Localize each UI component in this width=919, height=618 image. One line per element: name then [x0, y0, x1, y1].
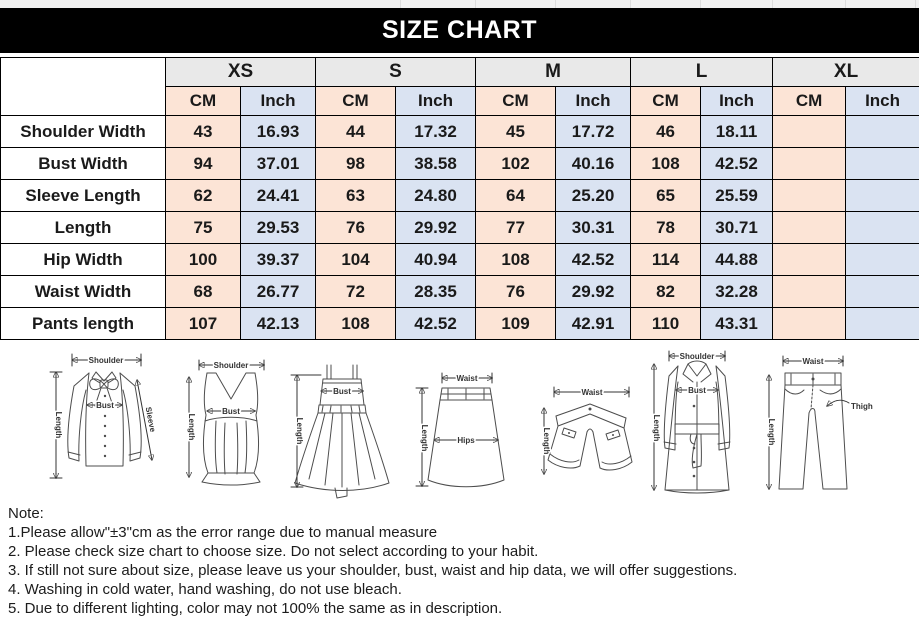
- measure-label: Shoulder: [213, 361, 248, 370]
- blouse-figure: [42, 348, 167, 488]
- measure-label: Length: [295, 418, 304, 445]
- size-value-cell: 114: [631, 244, 701, 276]
- table-row-bust-width: [1, 148, 919, 180]
- row-label: Bust Width: [1, 148, 166, 180]
- gridline: [475, 0, 476, 8]
- measure-label: Shoulder: [680, 352, 715, 361]
- size-value-cell: [773, 244, 846, 276]
- gridline: [555, 0, 556, 8]
- size-value-cell: 77: [476, 212, 556, 244]
- notes-section: [0, 500, 919, 618]
- size-value-cell: 102: [476, 148, 556, 180]
- size-value-cell: 108: [476, 244, 556, 276]
- size-value-cell: [773, 212, 846, 244]
- garment-outline: [295, 365, 389, 498]
- size-value-cell: 25.20: [556, 180, 631, 212]
- measure-label: Bust: [222, 407, 240, 416]
- size-value-cell: 108: [316, 308, 396, 340]
- size-value-cell: 42.52: [701, 148, 773, 180]
- size-value-cell: 40.16: [556, 148, 631, 180]
- size-chart-table: [0, 57, 919, 340]
- unit-header-inch: Inch: [556, 87, 631, 116]
- coat-illustration: [645, 348, 745, 498]
- size-value-cell: 42.52: [556, 244, 631, 276]
- size-col-header-xl: XL: [773, 58, 919, 87]
- measure-label: Length: [542, 428, 551, 455]
- size-value-cell: 16.93: [241, 116, 316, 148]
- size-value-cell: 62: [166, 180, 241, 212]
- shorts-illustration: [534, 382, 634, 497]
- unit-header-cm: CM: [316, 87, 396, 116]
- note-item: 4. Washing in cold water, hand washing, do not use bleach.: [8, 580, 911, 599]
- unit-header-inch: Inch: [846, 87, 919, 116]
- table-row-shoulder-width: [1, 116, 919, 148]
- unit-header-inch: Inch: [241, 87, 316, 116]
- note-item: 5. Due to different lighting, color may not 100% the same as in description.: [8, 599, 911, 618]
- size-col-header-l: L: [631, 58, 773, 87]
- measure-label: Length: [652, 415, 661, 442]
- garment-outline: [664, 361, 730, 493]
- table-row-hip-width: [1, 244, 919, 276]
- size-value-cell: 18.11: [701, 116, 773, 148]
- size-value-cell: [846, 180, 919, 212]
- size-value-cell: 72: [316, 276, 396, 308]
- table-row-length: [1, 212, 919, 244]
- blouse-illustration: [42, 348, 167, 488]
- spreadsheet-grid-strip: [0, 0, 919, 8]
- measure-label: Waist: [802, 357, 823, 366]
- vest-illustration: [179, 355, 274, 490]
- unit-header-cm: CM: [631, 87, 701, 116]
- size-value-cell: [773, 308, 846, 340]
- size-value-cell: 17.72: [556, 116, 631, 148]
- size-value-cell: 82: [631, 276, 701, 308]
- size-value-cell: [846, 308, 919, 340]
- size-value-cell: 25.59: [701, 180, 773, 212]
- gridline: [845, 0, 846, 8]
- measure-label: Sleeve: [144, 406, 158, 433]
- unit-header-inch: Inch: [701, 87, 773, 116]
- size-value-cell: [773, 180, 846, 212]
- size-value-cell: 39.37: [241, 244, 316, 276]
- measure-label: Hips: [457, 436, 475, 445]
- size-value-cell: [773, 148, 846, 180]
- size-col-header-xs: XS: [166, 58, 316, 87]
- size-header-row: [1, 58, 919, 87]
- size-value-cell: 65: [631, 180, 701, 212]
- size-col-header-m: M: [476, 58, 631, 87]
- title-banner: [0, 8, 919, 53]
- size-value-cell: 75: [166, 212, 241, 244]
- size-value-cell: 26.77: [241, 276, 316, 308]
- row-label: Hip Width: [1, 244, 166, 276]
- size-value-cell: 42.91: [556, 308, 631, 340]
- row-label: Pants length: [1, 308, 166, 340]
- measure-diagrams: [0, 348, 919, 500]
- table-row-pants-length: [1, 308, 919, 340]
- size-value-cell: 63: [316, 180, 396, 212]
- measure-label: Thigh: [851, 402, 873, 411]
- size-value-cell: [846, 244, 919, 276]
- row-label: Sleeve Length: [1, 180, 166, 212]
- size-value-cell: 44: [316, 116, 396, 148]
- size-value-cell: 29.92: [556, 276, 631, 308]
- garment-outline: [548, 404, 632, 470]
- note-item: 3. If still not sure about size, please leave us your shoulder, bust, waist and hip data, we will offer suggestions.: [8, 561, 911, 580]
- skirt-illustration: [412, 368, 522, 498]
- size-col-header-s: S: [316, 58, 476, 87]
- measure-label: Length: [54, 412, 63, 439]
- size-value-cell: [846, 212, 919, 244]
- size-value-cell: [846, 116, 919, 148]
- size-value-cell: 32.28: [701, 276, 773, 308]
- table-row-sleeve-length: [1, 180, 919, 212]
- table-row-waist-width: [1, 276, 919, 308]
- size-value-cell: [773, 276, 846, 308]
- measure-label: Waist: [456, 374, 477, 383]
- size-value-cell: 46: [631, 116, 701, 148]
- size-value-cell: 100: [166, 244, 241, 276]
- size-value-cell: 40.94: [396, 244, 476, 276]
- slip-dress-figure: [285, 359, 400, 499]
- coat-figure: [645, 348, 745, 498]
- size-value-cell: 76: [316, 212, 396, 244]
- measure-label: Length: [420, 425, 429, 452]
- size-value-cell: [773, 116, 846, 148]
- size-value-cell: 42.13: [241, 308, 316, 340]
- size-value-cell: 30.71: [701, 212, 773, 244]
- size-value-cell: 68: [166, 276, 241, 308]
- size-value-cell: 94: [166, 148, 241, 180]
- unit-header-cm: CM: [476, 87, 556, 116]
- shorts-figure: [534, 382, 634, 497]
- note-item: 1.Please allow"±3"cm as the error range due to manual measure: [8, 523, 911, 542]
- size-value-cell: 109: [476, 308, 556, 340]
- slip-dress-illustration: [285, 359, 400, 499]
- size-value-cell: 37.01: [241, 148, 316, 180]
- size-value-cell: 45: [476, 116, 556, 148]
- garment-outline: [68, 372, 141, 466]
- pants-figure: [757, 351, 877, 496]
- size-value-cell: 29.92: [396, 212, 476, 244]
- gridline: [772, 0, 773, 8]
- pants-illustration: [757, 351, 877, 496]
- unit-header-cm: CM: [773, 87, 846, 116]
- size-value-cell: 44.88: [701, 244, 773, 276]
- size-value-cell: [846, 148, 919, 180]
- measure-label: Bust: [333, 387, 351, 396]
- notes-title: Note:: [8, 504, 911, 523]
- size-value-cell: 78: [631, 212, 701, 244]
- page-title: SIZE CHART: [382, 16, 537, 45]
- size-value-cell: 107: [166, 308, 241, 340]
- size-value-cell: [846, 276, 919, 308]
- gridline: [400, 0, 401, 8]
- row-label: Waist Width: [1, 276, 166, 308]
- size-value-cell: 29.53: [241, 212, 316, 244]
- size-value-cell: 64: [476, 180, 556, 212]
- note-item: 2. Please check size chart to choose size. Do not select according to your habit.: [8, 542, 911, 561]
- measure-label: Waist: [581, 388, 602, 397]
- size-value-cell: 17.32: [396, 116, 476, 148]
- size-value-cell: 42.52: [396, 308, 476, 340]
- garment-outline: [202, 373, 260, 485]
- size-value-cell: 28.35: [396, 276, 476, 308]
- vest-figure: [179, 355, 274, 490]
- size-value-cell: 104: [316, 244, 396, 276]
- size-value-cell: 43.31: [701, 308, 773, 340]
- garment-outline: [779, 373, 847, 489]
- unit-header-inch: Inch: [396, 87, 476, 116]
- size-value-cell: 108: [631, 148, 701, 180]
- row-label: Shoulder Width: [1, 116, 166, 148]
- gridline: [915, 0, 916, 8]
- size-value-cell: 30.31: [556, 212, 631, 244]
- unit-header-cm: CM: [166, 87, 241, 116]
- size-value-cell: 76: [476, 276, 556, 308]
- measure-label: Bust: [96, 401, 114, 410]
- size-value-cell: 98: [316, 148, 396, 180]
- size-value-cell: 110: [631, 308, 701, 340]
- measure-label: Length: [187, 414, 196, 441]
- measure-label: Bust: [688, 386, 706, 395]
- gridline: [700, 0, 701, 8]
- measure-label: Shoulder: [89, 356, 124, 365]
- row-label: Length: [1, 212, 166, 244]
- skirt-figure: [412, 368, 522, 498]
- gridline: [630, 0, 631, 8]
- corner-cell: [1, 58, 166, 116]
- size-value-cell: 38.58: [396, 148, 476, 180]
- size-value-cell: 24.80: [396, 180, 476, 212]
- measure-label: Length: [767, 419, 776, 446]
- size-value-cell: 24.41: [241, 180, 316, 212]
- size-value-cell: 43: [166, 116, 241, 148]
